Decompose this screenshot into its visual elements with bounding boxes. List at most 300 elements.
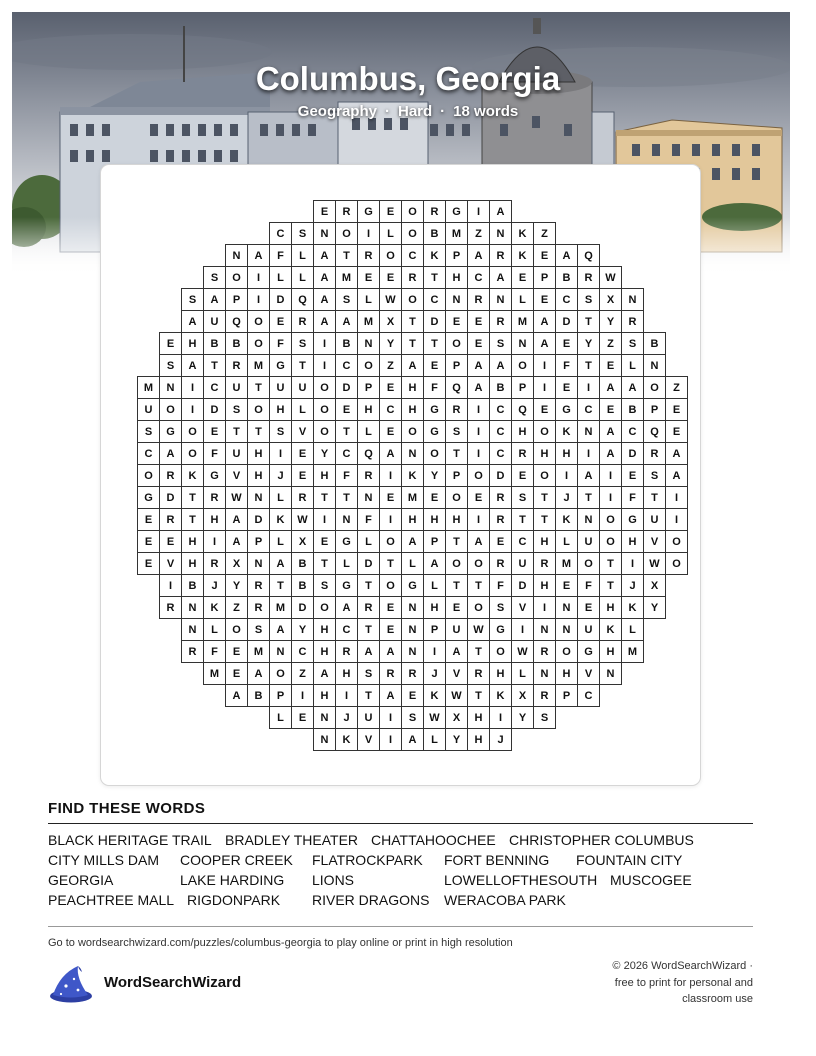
- grid-cell[interactable]: O: [313, 398, 336, 421]
- grid-cell[interactable]: S: [269, 420, 292, 443]
- grid-cell[interactable]: O: [401, 222, 424, 245]
- grid-cell[interactable]: N: [445, 288, 468, 311]
- grid-cell[interactable]: P: [445, 464, 468, 487]
- grid-cell[interactable]: O: [181, 442, 204, 465]
- grid-cell[interactable]: N: [225, 244, 248, 267]
- grid-cell[interactable]: E: [159, 332, 182, 355]
- grid-cell[interactable]: Z: [599, 332, 622, 355]
- grid-cell[interactable]: A: [577, 464, 600, 487]
- grid-cell[interactable]: Z: [379, 354, 402, 377]
- grid-cell[interactable]: T: [533, 486, 556, 509]
- grid-cell[interactable]: M: [401, 486, 424, 509]
- grid-cell[interactable]: B: [621, 398, 644, 421]
- grid-cell[interactable]: R: [291, 310, 314, 333]
- grid-cell[interactable]: Q: [291, 288, 314, 311]
- grid-cell[interactable]: R: [401, 662, 424, 685]
- grid-cell[interactable]: A: [533, 332, 556, 355]
- grid-cell[interactable]: L: [357, 530, 380, 553]
- grid-cell[interactable]: A: [335, 596, 358, 619]
- grid-cell[interactable]: J: [269, 464, 292, 487]
- grid-cell[interactable]: T: [577, 486, 600, 509]
- grid-cell[interactable]: T: [423, 332, 446, 355]
- grid-cell[interactable]: G: [335, 530, 358, 553]
- grid-cell[interactable]: F: [621, 486, 644, 509]
- grid-cell[interactable]: N: [401, 618, 424, 641]
- grid-cell[interactable]: T: [181, 486, 204, 509]
- grid-cell[interactable]: R: [489, 508, 512, 531]
- grid-cell[interactable]: R: [247, 574, 270, 597]
- grid-cell[interactable]: T: [335, 420, 358, 443]
- grid-cell[interactable]: E: [291, 464, 314, 487]
- grid-cell[interactable]: U: [511, 552, 534, 575]
- grid-cell[interactable]: H: [181, 552, 204, 575]
- grid-cell[interactable]: D: [555, 310, 578, 333]
- grid-cell[interactable]: Q: [577, 244, 600, 267]
- grid-cell[interactable]: C: [577, 684, 600, 707]
- play-online-link[interactable]: Go to wordsearchwizard.com/puzzles/columbus-georgia to play online or print in high resolution: [48, 937, 513, 949]
- grid-cell[interactable]: O: [665, 552, 688, 575]
- grid-cell[interactable]: G: [489, 618, 512, 641]
- grid-cell[interactable]: R: [335, 200, 358, 223]
- grid-cell[interactable]: K: [511, 222, 534, 245]
- grid-cell[interactable]: S: [357, 662, 380, 685]
- grid-cell[interactable]: F: [423, 376, 446, 399]
- grid-cell[interactable]: O: [137, 464, 160, 487]
- grid-cell[interactable]: O: [533, 464, 556, 487]
- grid-cell[interactable]: R: [357, 464, 380, 487]
- grid-cell[interactable]: U: [577, 530, 600, 553]
- grid-cell[interactable]: H: [335, 662, 358, 685]
- grid-cell[interactable]: B: [423, 222, 446, 245]
- grid-cell[interactable]: I: [467, 420, 490, 443]
- grid-cell[interactable]: O: [379, 244, 402, 267]
- grid-cell[interactable]: H: [599, 596, 622, 619]
- grid-cell[interactable]: Y: [643, 596, 666, 619]
- grid-cell[interactable]: E: [379, 266, 402, 289]
- grid-cell[interactable]: R: [445, 398, 468, 421]
- grid-cell[interactable]: U: [203, 310, 226, 333]
- grid-cell[interactable]: S: [247, 618, 270, 641]
- grid-cell[interactable]: E: [291, 442, 314, 465]
- grid-cell[interactable]: E: [533, 244, 556, 267]
- grid-cell[interactable]: W: [379, 288, 402, 311]
- grid-cell[interactable]: K: [181, 464, 204, 487]
- grid-cell[interactable]: E: [665, 420, 688, 443]
- grid-cell[interactable]: O: [379, 530, 402, 553]
- grid-cell[interactable]: L: [291, 266, 314, 289]
- grid-cell[interactable]: T: [225, 420, 248, 443]
- grid-cell[interactable]: H: [555, 662, 578, 685]
- grid-cell[interactable]: H: [423, 508, 446, 531]
- grid-cell[interactable]: C: [335, 618, 358, 641]
- grid-cell[interactable]: S: [401, 706, 424, 729]
- grid-cell[interactable]: L: [423, 574, 446, 597]
- grid-cell[interactable]: N: [401, 640, 424, 663]
- grid-cell[interactable]: E: [423, 354, 446, 377]
- grid-cell[interactable]: J: [203, 574, 226, 597]
- grid-cell[interactable]: L: [291, 244, 314, 267]
- grid-cell[interactable]: R: [159, 508, 182, 531]
- grid-cell[interactable]: I: [269, 442, 292, 465]
- grid-cell[interactable]: S: [643, 464, 666, 487]
- grid-cell[interactable]: L: [269, 486, 292, 509]
- grid-cell[interactable]: H: [247, 442, 270, 465]
- grid-cell[interactable]: R: [489, 244, 512, 267]
- grid-cell[interactable]: N: [313, 728, 336, 751]
- grid-cell[interactable]: O: [445, 332, 468, 355]
- grid-cell[interactable]: N: [643, 354, 666, 377]
- grid-cell[interactable]: T: [599, 574, 622, 597]
- grid-cell[interactable]: I: [577, 376, 600, 399]
- grid-cell[interactable]: M: [357, 310, 380, 333]
- grid-cell[interactable]: R: [357, 244, 380, 267]
- grid-cell[interactable]: R: [423, 200, 446, 223]
- grid-cell[interactable]: O: [445, 552, 468, 575]
- grid-cell[interactable]: I: [291, 684, 314, 707]
- grid-cell[interactable]: E: [533, 288, 556, 311]
- grid-cell[interactable]: H: [533, 442, 556, 465]
- grid-cell[interactable]: S: [291, 332, 314, 355]
- grid-cell[interactable]: I: [555, 464, 578, 487]
- grid-cell[interactable]: T: [577, 310, 600, 333]
- grid-cell[interactable]: H: [401, 508, 424, 531]
- grid-cell[interactable]: W: [291, 508, 314, 531]
- grid-cell[interactable]: K: [511, 244, 534, 267]
- grid-cell[interactable]: L: [511, 288, 534, 311]
- grid-cell[interactable]: H: [467, 728, 490, 751]
- grid-cell[interactable]: L: [621, 354, 644, 377]
- grid-cell[interactable]: E: [291, 706, 314, 729]
- grid-cell[interactable]: N: [577, 420, 600, 443]
- grid-cell[interactable]: O: [533, 420, 556, 443]
- grid-cell[interactable]: W: [467, 618, 490, 641]
- grid-cell[interactable]: R: [467, 662, 490, 685]
- grid-cell[interactable]: S: [203, 266, 226, 289]
- grid-cell[interactable]: H: [511, 420, 534, 443]
- grid-cell[interactable]: M: [247, 640, 270, 663]
- grid-cell[interactable]: J: [555, 486, 578, 509]
- grid-cell[interactable]: O: [313, 376, 336, 399]
- grid-cell[interactable]: F: [489, 574, 512, 597]
- grid-cell[interactable]: T: [335, 486, 358, 509]
- grid-cell[interactable]: O: [247, 332, 270, 355]
- grid-cell[interactable]: A: [489, 266, 512, 289]
- grid-cell[interactable]: K: [621, 596, 644, 619]
- grid-cell[interactable]: P: [357, 376, 380, 399]
- grid-cell[interactable]: C: [379, 398, 402, 421]
- grid-cell[interactable]: Y: [599, 310, 622, 333]
- grid-cell[interactable]: Y: [577, 332, 600, 355]
- grid-cell[interactable]: S: [533, 706, 556, 729]
- grid-cell[interactable]: N: [335, 508, 358, 531]
- grid-cell[interactable]: E: [533, 398, 556, 421]
- grid-cell[interactable]: H: [533, 574, 556, 597]
- grid-cell[interactable]: R: [181, 640, 204, 663]
- grid-cell[interactable]: H: [533, 530, 556, 553]
- grid-cell[interactable]: D: [423, 310, 446, 333]
- grid-cell[interactable]: X: [291, 530, 314, 553]
- grid-cell[interactable]: S: [225, 398, 248, 421]
- grid-cell[interactable]: D: [489, 464, 512, 487]
- grid-cell[interactable]: Z: [665, 376, 688, 399]
- grid-cell[interactable]: A: [489, 354, 512, 377]
- grid-cell[interactable]: A: [269, 618, 292, 641]
- grid-cell[interactable]: Y: [313, 442, 336, 465]
- grid-cell[interactable]: A: [181, 310, 204, 333]
- grid-cell[interactable]: C: [577, 398, 600, 421]
- grid-cell[interactable]: E: [159, 530, 182, 553]
- grid-cell[interactable]: K: [335, 728, 358, 751]
- grid-cell[interactable]: I: [379, 464, 402, 487]
- grid-cell[interactable]: R: [247, 596, 270, 619]
- grid-cell[interactable]: H: [401, 398, 424, 421]
- grid-cell[interactable]: E: [467, 332, 490, 355]
- grid-cell[interactable]: I: [313, 354, 336, 377]
- grid-cell[interactable]: T: [379, 552, 402, 575]
- grid-cell[interactable]: L: [357, 420, 380, 443]
- grid-cell[interactable]: O: [313, 596, 336, 619]
- grid-cell[interactable]: C: [137, 442, 160, 465]
- grid-cell[interactable]: Y: [291, 618, 314, 641]
- grid-cell[interactable]: O: [269, 662, 292, 685]
- grid-cell[interactable]: R: [335, 640, 358, 663]
- grid-cell[interactable]: H: [313, 640, 336, 663]
- grid-cell[interactable]: W: [643, 552, 666, 575]
- grid-cell[interactable]: S: [159, 354, 182, 377]
- grid-cell[interactable]: H: [313, 618, 336, 641]
- grid-cell[interactable]: O: [401, 200, 424, 223]
- grid-cell[interactable]: A: [313, 288, 336, 311]
- grid-cell[interactable]: I: [181, 376, 204, 399]
- grid-cell[interactable]: E: [555, 332, 578, 355]
- grid-cell[interactable]: N: [247, 486, 270, 509]
- grid-cell[interactable]: O: [643, 376, 666, 399]
- grid-cell[interactable]: P: [643, 398, 666, 421]
- grid-cell[interactable]: L: [423, 728, 446, 751]
- grid-cell[interactable]: O: [489, 640, 512, 663]
- grid-cell[interactable]: V: [291, 420, 314, 443]
- grid-cell[interactable]: T: [357, 618, 380, 641]
- grid-cell[interactable]: J: [423, 662, 446, 685]
- grid-cell[interactable]: R: [511, 442, 534, 465]
- grid-cell[interactable]: Q: [225, 310, 248, 333]
- grid-cell[interactable]: V: [577, 662, 600, 685]
- grid-cell[interactable]: C: [335, 442, 358, 465]
- grid-cell[interactable]: R: [489, 486, 512, 509]
- grid-cell[interactable]: O: [577, 552, 600, 575]
- grid-cell[interactable]: T: [313, 486, 336, 509]
- grid-cell[interactable]: S: [489, 332, 512, 355]
- grid-cell[interactable]: T: [643, 486, 666, 509]
- grid-cell[interactable]: N: [159, 376, 182, 399]
- grid-cell[interactable]: U: [445, 618, 468, 641]
- grid-cell[interactable]: I: [379, 508, 402, 531]
- grid-cell[interactable]: O: [467, 552, 490, 575]
- grid-cell[interactable]: I: [313, 508, 336, 531]
- grid-cell[interactable]: B: [225, 332, 248, 355]
- grid-cell[interactable]: N: [313, 706, 336, 729]
- grid-cell[interactable]: V: [511, 596, 534, 619]
- grid-cell[interactable]: C: [555, 288, 578, 311]
- grid-cell[interactable]: I: [335, 684, 358, 707]
- grid-cell[interactable]: I: [665, 486, 688, 509]
- grid-cell[interactable]: T: [467, 640, 490, 663]
- grid-cell[interactable]: T: [445, 442, 468, 465]
- grid-cell[interactable]: E: [313, 530, 336, 553]
- grid-cell[interactable]: S: [313, 574, 336, 597]
- grid-cell[interactable]: G: [269, 354, 292, 377]
- grid-cell[interactable]: R: [643, 442, 666, 465]
- grid-cell[interactable]: S: [445, 420, 468, 443]
- grid-cell[interactable]: X: [599, 288, 622, 311]
- grid-cell[interactable]: N: [181, 596, 204, 619]
- grid-cell[interactable]: B: [291, 574, 314, 597]
- grid-cell[interactable]: D: [269, 288, 292, 311]
- grid-cell[interactable]: N: [247, 552, 270, 575]
- grid-cell[interactable]: O: [665, 530, 688, 553]
- grid-cell[interactable]: B: [247, 684, 270, 707]
- grid-cell[interactable]: I: [599, 464, 622, 487]
- grid-cell[interactable]: N: [357, 332, 380, 355]
- grid-cell[interactable]: O: [247, 310, 270, 333]
- grid-cell[interactable]: H: [423, 596, 446, 619]
- grid-cell[interactable]: A: [467, 244, 490, 267]
- grid-cell[interactable]: H: [313, 464, 336, 487]
- grid-cell[interactable]: I: [203, 530, 226, 553]
- grid-cell[interactable]: O: [313, 420, 336, 443]
- grid-cell[interactable]: L: [379, 222, 402, 245]
- grid-cell[interactable]: P: [445, 244, 468, 267]
- grid-cell[interactable]: T: [577, 354, 600, 377]
- grid-cell[interactable]: L: [357, 288, 380, 311]
- grid-cell[interactable]: U: [225, 376, 248, 399]
- grid-cell[interactable]: H: [621, 530, 644, 553]
- grid-cell[interactable]: J: [489, 728, 512, 751]
- grid-cell[interactable]: I: [313, 332, 336, 355]
- grid-cell[interactable]: S: [335, 288, 358, 311]
- grid-cell[interactable]: O: [401, 288, 424, 311]
- grid-cell[interactable]: M: [137, 376, 160, 399]
- grid-cell[interactable]: N: [555, 618, 578, 641]
- grid-cell[interactable]: C: [489, 420, 512, 443]
- grid-cell[interactable]: U: [137, 398, 160, 421]
- grid-cell[interactable]: R: [489, 310, 512, 333]
- grid-cell[interactable]: A: [247, 662, 270, 685]
- grid-cell[interactable]: F: [203, 640, 226, 663]
- grid-cell[interactable]: Z: [225, 596, 248, 619]
- grid-cell[interactable]: I: [533, 354, 556, 377]
- grid-cell[interactable]: I: [247, 288, 270, 311]
- grid-cell[interactable]: R: [357, 596, 380, 619]
- grid-cell[interactable]: H: [181, 530, 204, 553]
- grid-cell[interactable]: J: [621, 574, 644, 597]
- grid-cell[interactable]: C: [291, 640, 314, 663]
- grid-cell[interactable]: W: [445, 684, 468, 707]
- grid-cell[interactable]: V: [445, 662, 468, 685]
- grid-cell[interactable]: A: [467, 376, 490, 399]
- grid-cell[interactable]: O: [357, 354, 380, 377]
- grid-cell[interactable]: G: [423, 420, 446, 443]
- grid-cell[interactable]: A: [621, 376, 644, 399]
- grid-cell[interactable]: D: [621, 442, 644, 465]
- grid-cell[interactable]: P: [445, 354, 468, 377]
- grid-cell[interactable]: D: [247, 508, 270, 531]
- grid-cell[interactable]: I: [467, 398, 490, 421]
- grid-cell[interactable]: F: [357, 508, 380, 531]
- grid-cell[interactable]: T: [401, 332, 424, 355]
- grid-cell[interactable]: R: [203, 552, 226, 575]
- grid-cell[interactable]: O: [247, 398, 270, 421]
- grid-cell[interactable]: M: [445, 222, 468, 245]
- grid-cell[interactable]: T: [445, 574, 468, 597]
- grid-cell[interactable]: Q: [445, 376, 468, 399]
- grid-cell[interactable]: B: [181, 574, 204, 597]
- grid-cell[interactable]: I: [533, 376, 556, 399]
- grid-cell[interactable]: L: [511, 662, 534, 685]
- grid-cell[interactable]: U: [225, 442, 248, 465]
- grid-cell[interactable]: I: [423, 640, 446, 663]
- grid-cell[interactable]: A: [225, 684, 248, 707]
- grid-cell[interactable]: O: [401, 420, 424, 443]
- grid-cell[interactable]: H: [445, 508, 468, 531]
- grid-cell[interactable]: B: [203, 332, 226, 355]
- grid-cell[interactable]: Q: [643, 420, 666, 443]
- grid-cell[interactable]: A: [313, 244, 336, 267]
- grid-cell[interactable]: F: [555, 354, 578, 377]
- grid-cell[interactable]: A: [467, 530, 490, 553]
- grid-cell[interactable]: G: [203, 464, 226, 487]
- grid-cell[interactable]: A: [379, 640, 402, 663]
- grid-cell[interactable]: A: [665, 442, 688, 465]
- grid-cell[interactable]: E: [577, 596, 600, 619]
- grid-cell[interactable]: G: [137, 486, 160, 509]
- grid-cell[interactable]: A: [203, 288, 226, 311]
- grid-cell[interactable]: C: [467, 266, 490, 289]
- grid-cell[interactable]: A: [225, 508, 248, 531]
- grid-cell[interactable]: L: [555, 530, 578, 553]
- grid-cell[interactable]: K: [555, 420, 578, 443]
- grid-cell[interactable]: A: [247, 244, 270, 267]
- grid-cell[interactable]: C: [401, 244, 424, 267]
- grid-cell[interactable]: A: [313, 662, 336, 685]
- grid-cell[interactable]: I: [665, 508, 688, 531]
- grid-cell[interactable]: I: [599, 486, 622, 509]
- grid-cell[interactable]: I: [159, 574, 182, 597]
- grid-cell[interactable]: H: [181, 332, 204, 355]
- grid-cell[interactable]: N: [489, 288, 512, 311]
- grid-cell[interactable]: P: [511, 376, 534, 399]
- grid-cell[interactable]: R: [159, 596, 182, 619]
- grid-cell[interactable]: M: [621, 640, 644, 663]
- grid-cell[interactable]: A: [401, 728, 424, 751]
- grid-cell[interactable]: L: [401, 552, 424, 575]
- grid-cell[interactable]: X: [643, 574, 666, 597]
- grid-cell[interactable]: Y: [511, 706, 534, 729]
- grid-cell[interactable]: D: [291, 596, 314, 619]
- grid-cell[interactable]: X: [511, 684, 534, 707]
- grid-cell[interactable]: P: [423, 530, 446, 553]
- grid-cell[interactable]: N: [533, 662, 556, 685]
- grid-cell[interactable]: L: [291, 398, 314, 421]
- grid-cell[interactable]: S: [577, 288, 600, 311]
- grid-cell[interactable]: G: [445, 200, 468, 223]
- grid-cell[interactable]: Y: [225, 574, 248, 597]
- grid-cell[interactable]: U: [577, 618, 600, 641]
- grid-cell[interactable]: K: [401, 464, 424, 487]
- grid-cell[interactable]: K: [423, 684, 446, 707]
- grid-cell[interactable]: R: [379, 662, 402, 685]
- grid-cell[interactable]: O: [379, 574, 402, 597]
